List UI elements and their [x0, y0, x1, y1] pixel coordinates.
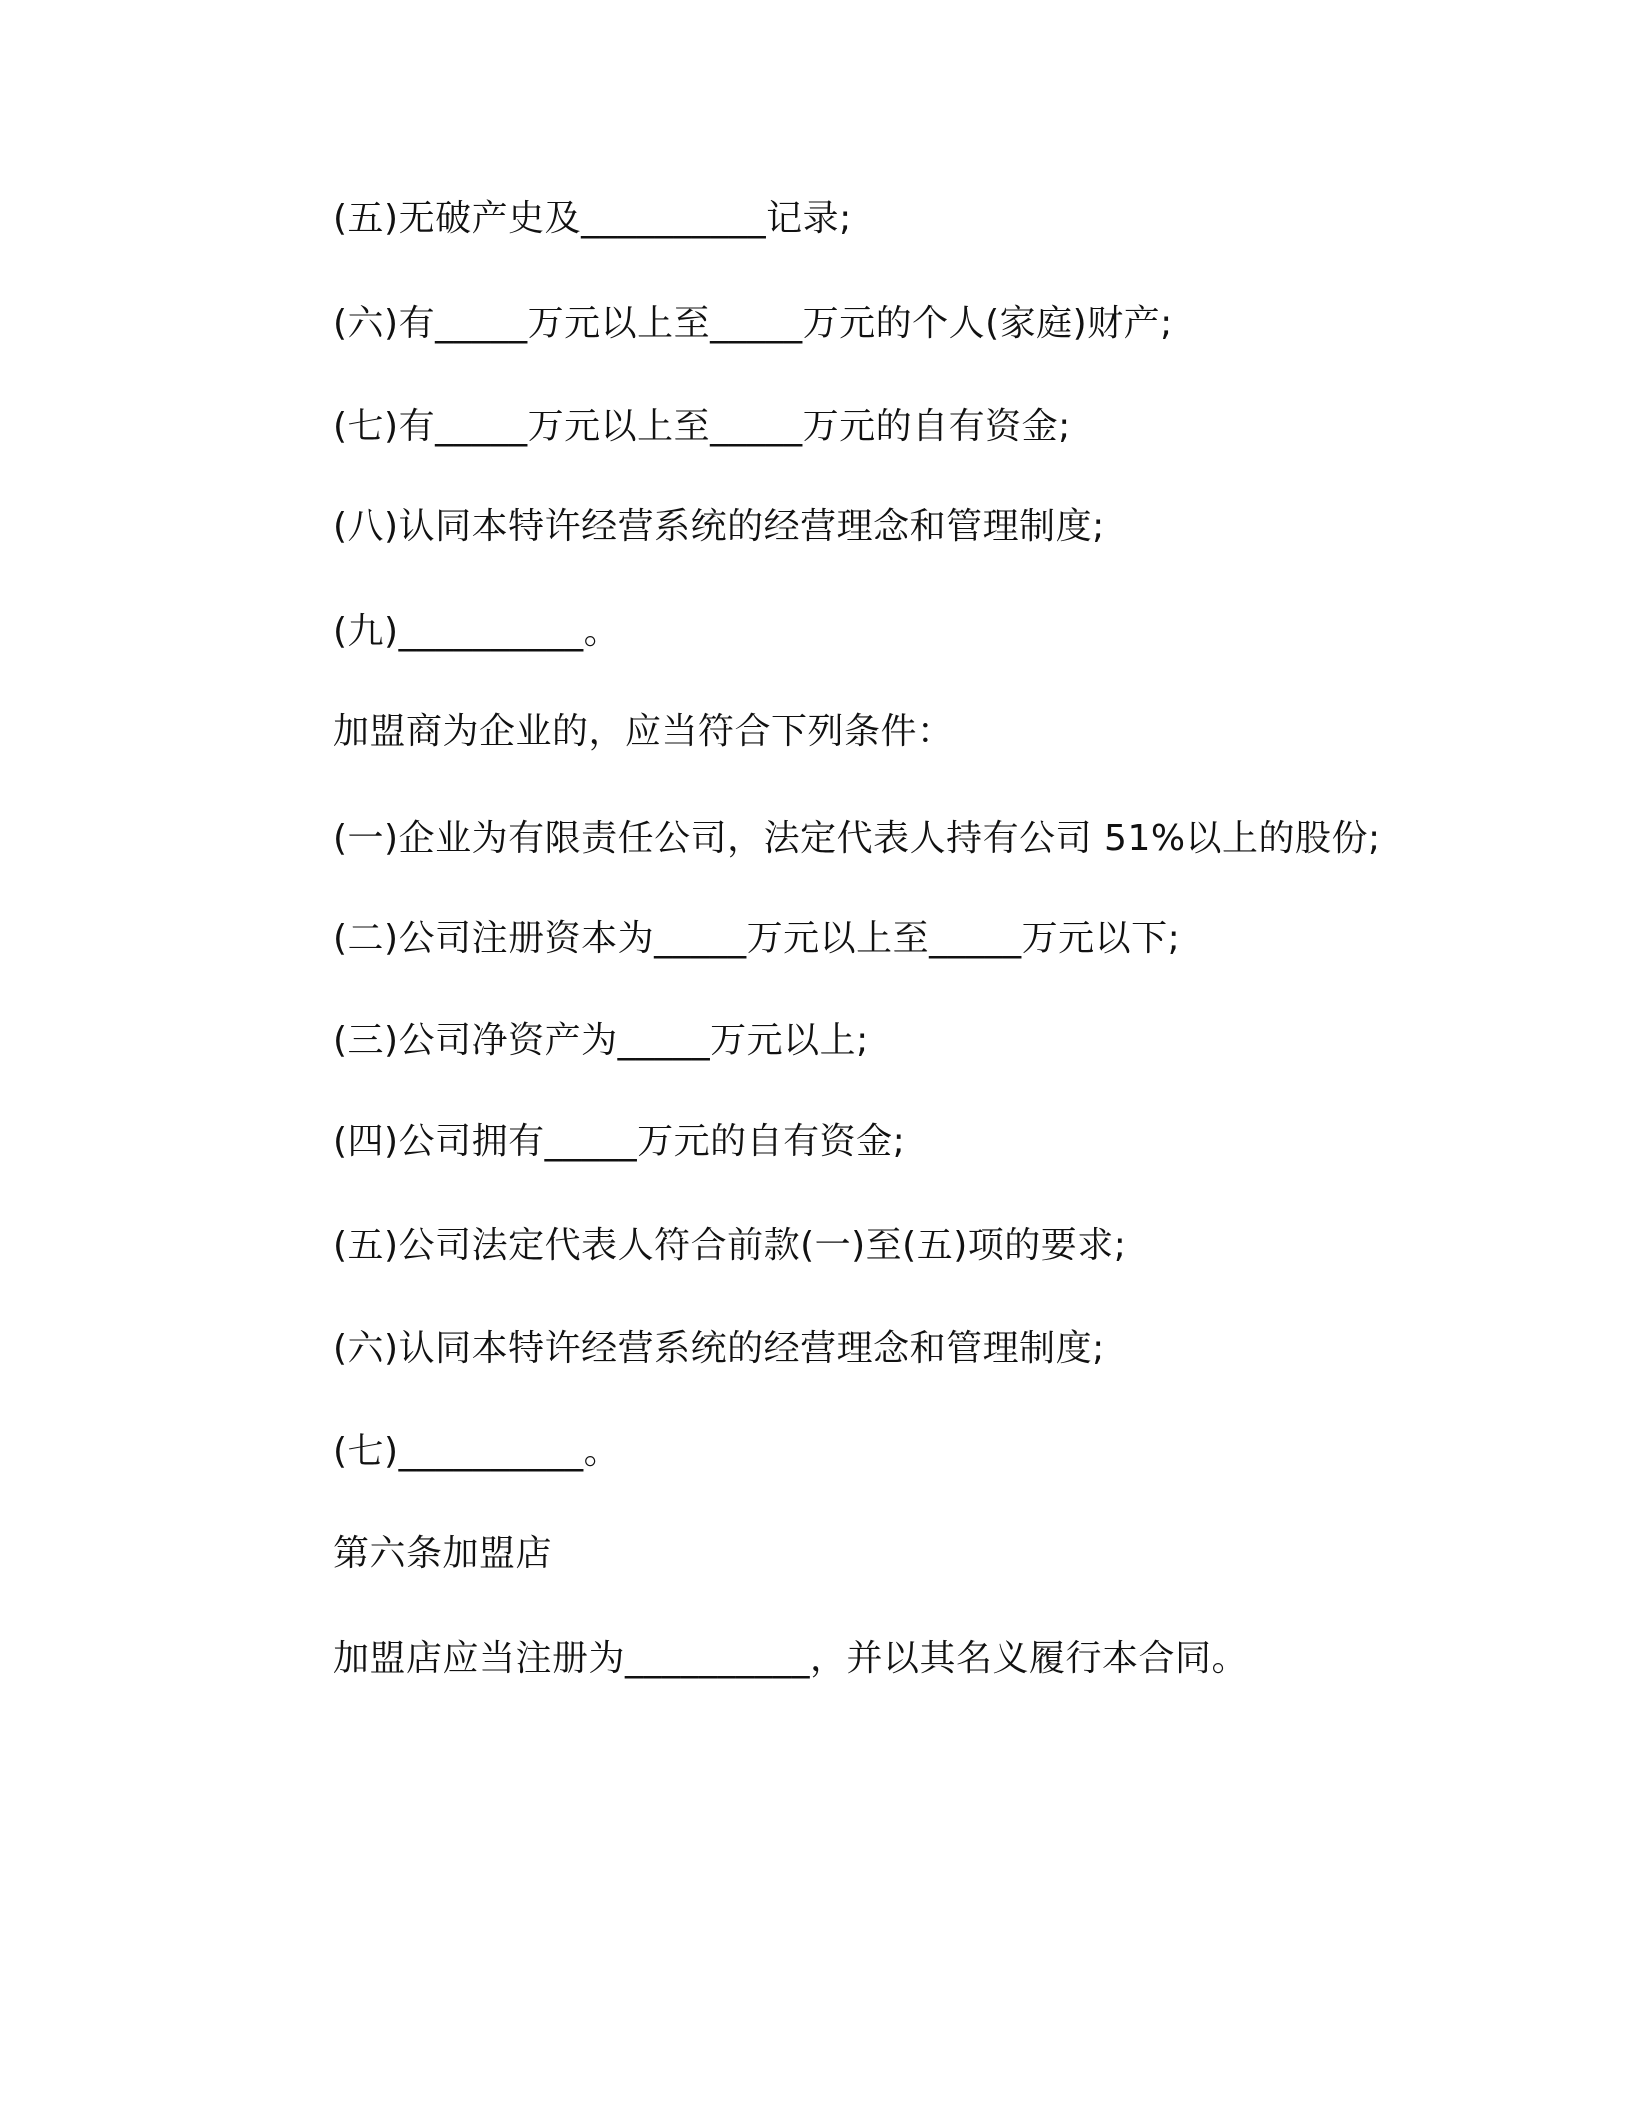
clause-enterprise-1: (一)企业为有限责任公司，法定代表人持有公司 51%以上的股份; [333, 818, 1381, 859]
clause-enterprise-5: (五)公司法定代表人符合前款(一)至(五)项的要求; [333, 1225, 1127, 1266]
clause-enterprise-2: (二)公司注册资本为_____万元以上至_____万元以下; [333, 918, 1181, 959]
clause-individual-9: (九)__________。 [333, 611, 621, 652]
clause-individual-6: (六)有_____万元以上至_____万元的个人(家庭)财产; [333, 303, 1173, 344]
enterprise-conditions-heading: 加盟商为企业的，应当符合下列条件： [333, 711, 954, 752]
article-6-text: 加盟店应当注册为__________，并以其名义履行本合同。 [333, 1638, 1249, 1679]
clause-individual-8: (八)认同本特许经营系统的经营理念和管理制度; [333, 506, 1105, 547]
clause-individual-7: (七)有_____万元以上至_____万元的自有资金; [333, 406, 1071, 447]
clause-enterprise-3: (三)公司净资产为_____万元以上; [333, 1020, 869, 1061]
article-6-heading: 第六条加盟店 [333, 1533, 553, 1574]
clause-enterprise-6: (六)认同本特许经营系统的经营理念和管理制度; [333, 1328, 1105, 1369]
clause-enterprise-7: (七)__________。 [333, 1431, 621, 1472]
clause-individual-5: (五)无破产史及__________记录; [333, 198, 852, 239]
clause-enterprise-4: (四)公司拥有_____万元的自有资金; [333, 1121, 906, 1162]
